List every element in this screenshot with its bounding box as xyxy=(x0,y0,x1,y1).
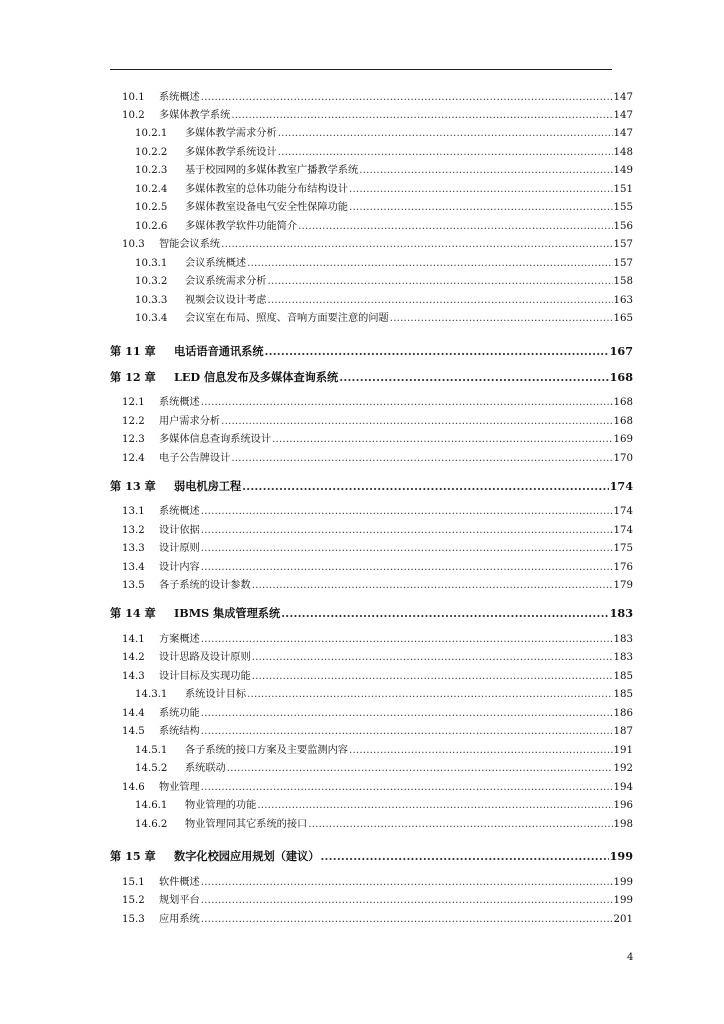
toc-dot-leader xyxy=(247,257,612,270)
toc-section-entry[interactable] xyxy=(135,220,633,233)
toc-entry-number: 第 12 章 xyxy=(110,370,156,384)
toc-dot-leader xyxy=(231,452,612,465)
toc-section-entry[interactable] xyxy=(135,164,633,177)
toc-section-entry[interactable] xyxy=(122,109,633,122)
toc-entry-number: 12.3 xyxy=(122,434,145,445)
toc-section-entry[interactable] xyxy=(135,257,633,270)
toc-entry-title: 规划平台 xyxy=(159,895,200,906)
toc-dot-leader xyxy=(221,415,612,428)
toc-entry-page: 147 xyxy=(613,92,633,103)
toc-entry-number: 14.6.2 xyxy=(135,819,168,830)
toc-section-entry[interactable] xyxy=(122,894,633,907)
toc-entry-number: 10.2.4 xyxy=(135,184,168,195)
toc-dot-leader xyxy=(252,651,613,664)
toc-entry-number: 12.2 xyxy=(122,416,145,427)
toc-dot-leader xyxy=(265,345,609,358)
toc-section-entry[interactable] xyxy=(122,579,633,592)
toc-entry-title: 软件概述 xyxy=(159,877,200,888)
toc-entry-number: 10.3.2 xyxy=(135,276,168,287)
toc-entry-title: 电话语音通讯系统 xyxy=(174,344,264,358)
toc-dot-leader xyxy=(349,201,613,214)
toc-entry-page: 194 xyxy=(613,782,633,793)
toc-dot-leader xyxy=(247,688,612,701)
toc-dot-leader xyxy=(227,762,613,775)
toc-entry-page: 183 xyxy=(609,606,633,620)
toc-dot-leader xyxy=(221,238,612,251)
toc-section-entry[interactable] xyxy=(122,505,633,518)
toc-entry-title: IBMS 集成管理系统 xyxy=(174,606,281,620)
toc-entry-title: 应用系统 xyxy=(159,914,200,925)
toc-entry-number: 10.2.3 xyxy=(135,165,168,176)
toc-entry-number: 10.3.3 xyxy=(135,295,168,306)
toc-section-entry[interactable] xyxy=(122,651,633,664)
toc-entry-title: 设计依据 xyxy=(159,525,200,536)
toc-section-entry[interactable] xyxy=(135,146,633,159)
toc-entry-number: 10.2.1 xyxy=(135,128,168,139)
toc-entry-page: 168 xyxy=(609,370,633,384)
toc-entry-title: 系统联动 xyxy=(185,763,226,774)
toc-dot-leader xyxy=(231,109,612,122)
toc-entry-page: 174 xyxy=(609,479,633,493)
toc-section-entry[interactable] xyxy=(135,275,633,288)
toc-entry-page: 183 xyxy=(613,652,633,663)
toc-section-entry[interactable] xyxy=(122,707,633,720)
toc-section-entry[interactable] xyxy=(122,524,633,537)
toc-dot-leader xyxy=(201,396,613,409)
toc-entry-page: 187 xyxy=(613,726,633,737)
toc-entry-title: 设计目标及实现功能 xyxy=(159,671,251,682)
toc-entry-number: 14.3.1 xyxy=(135,689,168,700)
toc-dot-leader xyxy=(359,164,612,177)
toc-dot-leader xyxy=(281,607,608,620)
toc-dot-leader xyxy=(242,480,609,493)
toc-entry-number: 14.1 xyxy=(122,634,145,645)
toc-entry-number: 10.2.2 xyxy=(135,147,168,158)
toc-dot-leader xyxy=(201,542,613,555)
toc-entry-title: 系统概述 xyxy=(159,92,200,103)
toc-dot-leader xyxy=(201,91,613,104)
toc-entry-title: 物业管理同其它系统的接口 xyxy=(185,819,308,830)
toc-entry-page: 199 xyxy=(613,877,633,888)
toc-section-entry[interactable] xyxy=(135,744,633,757)
toc-entry-page: 157 xyxy=(613,239,633,250)
toc-entry-title: 多媒体教学需求分析 xyxy=(185,128,277,139)
toc-entry-page: 158 xyxy=(613,276,633,287)
toc-dot-leader xyxy=(201,707,613,720)
toc-entry-number: 13.3 xyxy=(122,543,145,554)
toc-entry-title: 智能会议系统 xyxy=(159,239,221,250)
toc-entry-number: 第 14 章 xyxy=(110,606,156,620)
toc-entry-page: 157 xyxy=(613,258,633,269)
toc-entry-number: 10.3.4 xyxy=(135,313,168,324)
toc-entry-page: 155 xyxy=(613,202,633,213)
toc-dot-leader xyxy=(268,275,613,288)
toc-section-entry[interactable] xyxy=(122,633,633,646)
toc-entry-number: 15.2 xyxy=(122,895,145,906)
toc-entry-page: 185 xyxy=(613,671,633,682)
toc-entry-number: 第 15 章 xyxy=(110,849,156,863)
toc-section-entry[interactable] xyxy=(122,433,633,446)
toc-entry-title: 弱电机房工程 xyxy=(174,479,242,493)
toc-entry-title: 系统功能 xyxy=(159,708,200,719)
toc-entry-title: 会议系统需求分析 xyxy=(185,276,267,287)
toc-entry-title: 系统概述 xyxy=(159,397,200,408)
toc-section-entry[interactable] xyxy=(122,876,633,889)
toc-section-entry[interactable] xyxy=(122,561,633,574)
toc-dot-leader xyxy=(272,433,612,446)
toc-entry-title: 多媒体信息查询系统设计 xyxy=(159,434,272,445)
toc-entry-number: 13.1 xyxy=(122,506,145,517)
toc-section-entry[interactable] xyxy=(135,294,633,307)
toc-dot-leader xyxy=(349,183,613,196)
toc-section-entry[interactable] xyxy=(122,670,633,683)
toc-entry-page: 147 xyxy=(613,110,633,121)
toc-section-entry[interactable] xyxy=(135,688,633,701)
toc-section-entry[interactable] xyxy=(135,799,633,812)
toc-entry-page: 196 xyxy=(613,800,633,811)
toc-entry-page: 185 xyxy=(613,689,633,700)
toc-dot-leader xyxy=(201,894,613,907)
toc-dot-leader xyxy=(252,670,613,683)
toc-entry-title: 物业管理的功能 xyxy=(185,800,257,811)
toc-entry-number: 第 13 章 xyxy=(110,479,156,493)
toc-entry-number: 15.1 xyxy=(122,877,145,888)
toc-entry-page: 175 xyxy=(613,543,633,554)
toc-entry-title: 系统概述 xyxy=(159,506,200,517)
toc-entry-page: 192 xyxy=(613,763,633,774)
toc-entry-title: 用户需求分析 xyxy=(159,416,221,427)
toc-dot-leader xyxy=(201,876,613,889)
toc-dot-leader xyxy=(320,850,608,863)
toc-chapter-entry[interactable] xyxy=(110,850,633,863)
toc-chapter-entry[interactable] xyxy=(110,480,633,493)
toc-entry-title: 设计原则 xyxy=(159,543,200,554)
toc-dot-leader xyxy=(339,371,608,384)
toc-dot-leader xyxy=(201,913,613,926)
toc-entry-page: 163 xyxy=(613,295,633,306)
toc-section-entry[interactable] xyxy=(135,127,633,140)
toc-entry-page: 170 xyxy=(613,453,633,464)
toc-dot-leader xyxy=(201,633,613,646)
toc-entry-number: 10.2 xyxy=(122,110,145,121)
toc-entry-page: 149 xyxy=(613,165,633,176)
toc-dot-leader xyxy=(201,524,613,537)
toc-entry-title: 方案概述 xyxy=(159,634,200,645)
toc-entry-page: 165 xyxy=(613,313,633,324)
toc-dot-leader xyxy=(257,799,612,812)
toc-entry-title: 设计内容 xyxy=(159,562,200,573)
toc-entry-title: 多媒体教室设备电气安全性保障功能 xyxy=(185,202,348,213)
toc-entry-number: 12.4 xyxy=(122,453,145,464)
toc-entry-title: 多媒体教学系统设计 xyxy=(185,147,277,158)
toc-entry-page: 168 xyxy=(613,416,633,427)
toc-entry-page: 148 xyxy=(613,147,633,158)
toc-section-entry[interactable] xyxy=(135,201,633,214)
toc-entry-number: 14.6.1 xyxy=(135,800,168,811)
toc-entry-page: 179 xyxy=(613,580,633,591)
toc-entry-title: 物业管理 xyxy=(159,782,200,793)
toc-entry-title: 各子系统的接口方案及主要监测内容 xyxy=(185,745,348,756)
toc-entry-page: 169 xyxy=(613,434,633,445)
toc-entry-page: 174 xyxy=(613,506,633,517)
toc-entry-number: 14.5.2 xyxy=(135,763,168,774)
toc-entry-page: 174 xyxy=(613,525,633,536)
page-number: 4 xyxy=(627,952,634,963)
toc-entry-number: 13.4 xyxy=(122,562,145,573)
toc-entry-number: 13.5 xyxy=(122,580,145,591)
toc-entry-title: 多媒体教学系统 xyxy=(159,110,231,121)
toc-entry-number: 12.1 xyxy=(122,397,145,408)
toc-entry-number: 10.3 xyxy=(122,239,145,250)
toc-entry-title: 多媒体教学软件功能简介 xyxy=(185,221,298,232)
toc-dot-leader xyxy=(252,579,613,592)
toc-entry-number: 10.2.6 xyxy=(135,221,168,232)
toc-entry-page: 168 xyxy=(613,397,633,408)
toc-entry-number: 14.4 xyxy=(122,708,145,719)
toc-entry-title: 数字化校园应用规划（建议） xyxy=(174,849,320,863)
toc-entry-page: 167 xyxy=(609,344,633,358)
toc-entry-title: 视频会议设计考虑 xyxy=(185,295,267,306)
toc-section-entry[interactable] xyxy=(135,818,633,831)
toc-section-entry[interactable] xyxy=(122,452,633,465)
toc-dot-leader xyxy=(201,561,613,574)
toc-dot-leader xyxy=(268,294,613,307)
toc-entry-title: 系统结构 xyxy=(159,726,200,737)
toc-entry-number: 14.3 xyxy=(122,671,145,682)
toc-entry-title: 会议系统概述 xyxy=(185,258,247,269)
toc-section-entry[interactable] xyxy=(122,725,633,738)
toc-dot-leader xyxy=(308,818,612,831)
toc-dot-leader xyxy=(390,312,613,325)
toc-entry-number: 10.3.1 xyxy=(135,258,168,269)
toc-entry-title: 会议室在布局、照度、音响方面要注意的问题 xyxy=(185,313,389,324)
toc-entry-page: 183 xyxy=(613,634,633,645)
toc-dot-leader xyxy=(298,220,612,233)
toc-dot-leader xyxy=(349,744,613,757)
toc-entry-number: 10.2.5 xyxy=(135,202,168,213)
toc-entry-title: 各子系统的设计参数 xyxy=(159,580,251,591)
toc-entry-number: 14.5.1 xyxy=(135,745,168,756)
toc-section-entry[interactable] xyxy=(122,396,633,409)
toc-entry-page: 199 xyxy=(613,895,633,906)
toc-entry-title: LED 信息发布及多媒体查询系统 xyxy=(174,370,339,384)
toc-entry-title: 电子公告牌设计 xyxy=(159,453,231,464)
toc-section-entry[interactable] xyxy=(122,781,633,794)
toc-section-entry[interactable] xyxy=(122,415,633,428)
toc-chapter-entry[interactable] xyxy=(110,345,633,358)
toc-dot-leader xyxy=(201,725,613,738)
toc-entry-number: 13.2 xyxy=(122,525,145,536)
toc-entry-number: 第 11 章 xyxy=(110,344,156,358)
toc-section-entry[interactable] xyxy=(122,91,633,104)
toc-entry-page: 147 xyxy=(613,128,633,139)
toc-entry-number: 15.3 xyxy=(122,914,145,925)
toc-entry-page: 201 xyxy=(613,914,633,925)
toc-entry-title: 设计思路及设计原则 xyxy=(159,652,251,663)
toc-dot-leader xyxy=(278,146,613,159)
toc-entry-page: 199 xyxy=(609,849,633,863)
toc-chapter-entry[interactable] xyxy=(110,607,633,620)
toc-entry-page: 151 xyxy=(613,184,633,195)
toc-section-entry[interactable] xyxy=(122,542,633,555)
toc-section-entry[interactable] xyxy=(135,312,633,325)
toc-dot-leader xyxy=(278,127,613,140)
toc-section-entry[interactable] xyxy=(135,762,633,775)
toc-dot-leader xyxy=(201,781,613,794)
toc-dot-leader xyxy=(201,505,613,518)
toc-entry-title: 多媒体教室的总体功能分布结构设计 xyxy=(185,184,348,195)
toc-entry-page: 186 xyxy=(613,708,633,719)
toc-entry-page: 191 xyxy=(613,745,633,756)
toc-entry-page: 176 xyxy=(613,562,633,573)
toc-entry-number: 14.2 xyxy=(122,652,145,663)
toc-entry-number: 10.1 xyxy=(122,92,145,103)
toc-entry-page: 156 xyxy=(613,221,633,232)
toc-section-entry[interactable] xyxy=(122,913,633,926)
toc-entry-title: 系统设计目标 xyxy=(185,689,247,700)
toc-entry-number: 14.5 xyxy=(122,726,145,737)
toc-chapter-entry[interactable] xyxy=(110,371,633,384)
toc-section-entry[interactable] xyxy=(122,238,633,251)
toc-entry-title: 基于校园网的多媒体教室广播教学系统 xyxy=(185,165,359,176)
toc-section-entry[interactable] xyxy=(135,183,633,196)
toc-entry-number: 14.6 xyxy=(122,782,145,793)
toc-entry-page: 198 xyxy=(613,819,633,830)
